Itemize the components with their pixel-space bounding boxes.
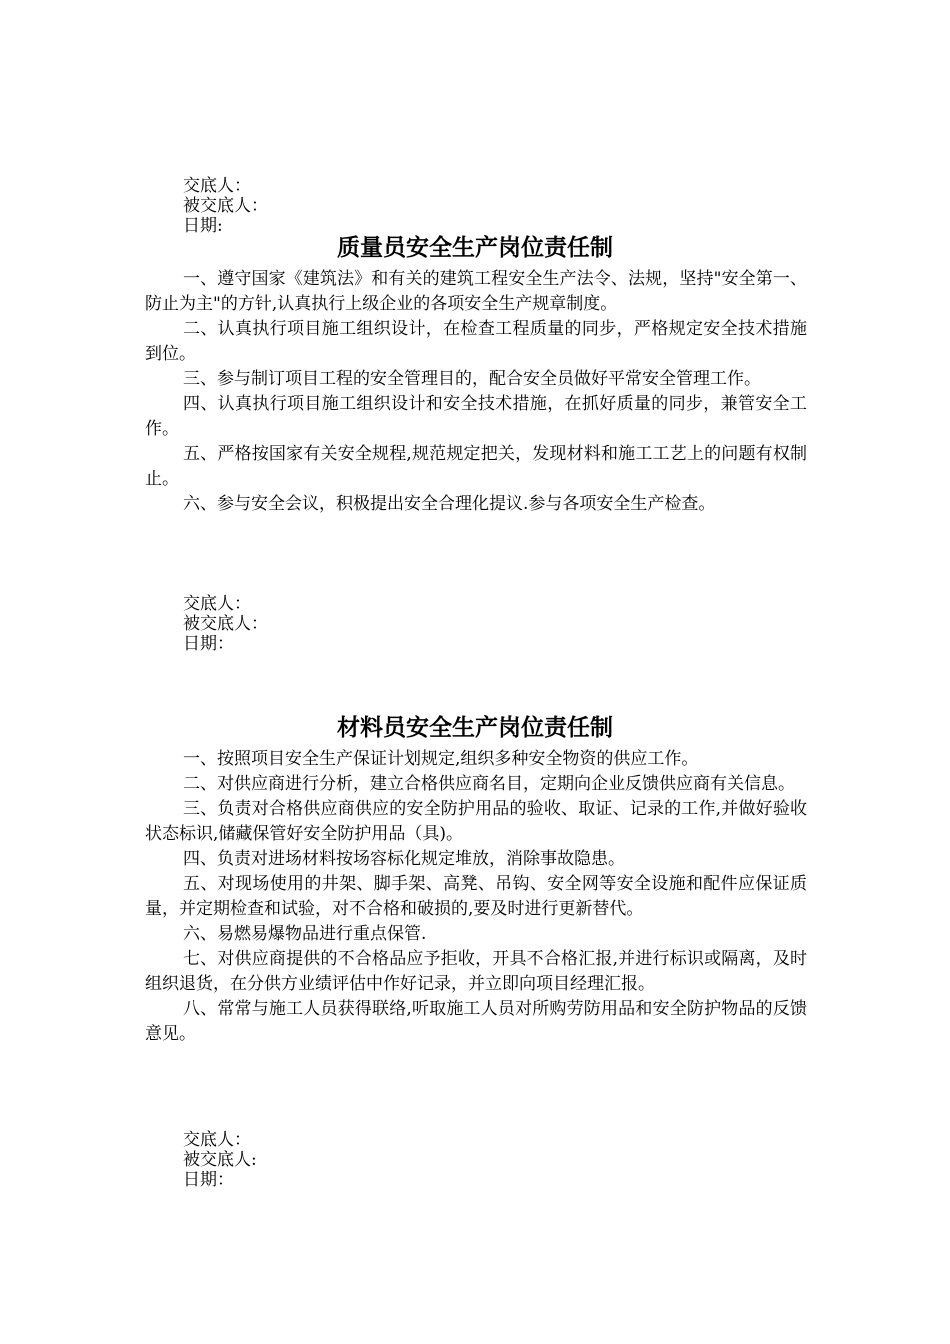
paragraph: 六、易燃易爆物品进行重点保管. [183,924,427,944]
paragraph: 四、负责对进场材料按场容标化规定堆放，消除事故隐患。 [183,849,625,869]
receiver-person-label: 被交底人: [183,1150,257,1170]
handover-person-label: 交底人： [183,1130,251,1150]
paragraph: 二、对供应商进行分析，建立合格供应商名目，定期向企业反馈供应商有关信息。 [183,774,795,794]
paragraph: 一、遵守国家《建筑法》和有关的建筑工程安全生产法令、法规，坚持"安全第一、防止为主"的方针,认真执行上级企业的各项安全生产规章制度。 [145,269,807,314]
paragraph: 五、严格按国家有关安全规程,规范规定把关，发现材料和施工工艺上的问题有权制止。 [145,444,807,489]
paragraph: 一、按照项目安全生产保证计划规定,组织多种安全物资的供应工作。 [183,749,699,769]
date-label: 日期： [183,634,234,654]
section-title: 质量员安全生产岗位责任制 [337,234,613,261]
paragraph: 三、参与制订项目工程的安全管理目的，配合安全员做好平常安全管理工作。 [183,369,761,389]
paragraph: 二、认真执行项目施工组织设计，在检查工程质量的同步，严格规定安全技术措施到位。 [145,319,807,364]
handover-person-label: 交底人： [183,594,251,614]
handover-person-label: 交底人： [183,176,251,196]
receiver-person-label: 被交底人： [183,196,268,216]
paragraph: 七、对供应商提供的不合格品应予拒收，开具不合格汇报,并进行标识或隔离，及时组织退货，在分供方业绩评估中作好记录，并立即向项目经理汇报。 [145,949,807,994]
paragraph: 六、参与安全会议，积极提出安全合理化提议.参与各项安全生产检查。 [183,494,716,514]
paragraph: 三、负责对合格供应商供应的安全防护用品的验收、取证、记录的工作,并做好验收状态标识,储藏保管好安全防护用品（具)。 [145,799,807,844]
section-title: 材料员安全生产岗位责任制 [337,714,613,741]
signature-block [183,176,268,236]
date-label: 日期： [183,1170,234,1190]
receiver-person-label: 被交底人： [183,614,268,634]
section-body [145,747,807,1047]
date-label: 日期: [183,216,223,236]
paragraph: 五、对现场使用的井架、脚手架、高凳、吊钩、安全网等安全设施和配件应保证质量，并定期检查和试验，对不合格和破损的,要及时进行更新替代。 [145,874,807,919]
signature-block [183,594,268,654]
paragraph: 四、认真执行项目施工组织设计和安全技术措施，在抓好质量的同步，兼管安全工作。 [145,394,807,439]
signature-block [183,1130,257,1190]
paragraph: 八、常常与施工人员获得联络,听取施工人员对所购劳防用品和安全防护物品的反馈意见。 [145,999,807,1044]
section-body [145,267,807,517]
